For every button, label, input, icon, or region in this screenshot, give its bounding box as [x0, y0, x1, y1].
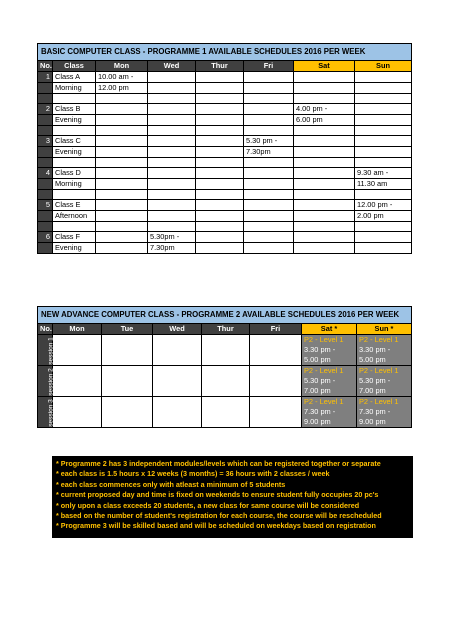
row-number: 1 [38, 72, 53, 83]
session-sat-cell [302, 376, 357, 386]
note-line: * current proposed day and time is fixed on weekends to ensure student fully occupies 20 pc's [56, 490, 379, 500]
cell-mon: 12.00 pm [96, 83, 148, 94]
time-label: 7.30 pm - [304, 407, 336, 416]
header-sat: Sat * [302, 324, 357, 335]
header-sat: Sat [294, 61, 355, 72]
empty-day-cell [102, 335, 153, 366]
cell-thur [196, 115, 244, 126]
empty-day-cell [250, 335, 302, 366]
empty-day-cell [53, 335, 102, 366]
session-sat-cell [302, 386, 357, 397]
cell-sun: 2.00 pm [355, 211, 412, 222]
cell-cls: Morning [53, 179, 96, 190]
spacer-cell [53, 158, 96, 168]
empty-day-cell [102, 366, 153, 397]
spacer-cell [244, 190, 294, 200]
table-row [38, 72, 412, 83]
header-no: No. [38, 61, 53, 72]
row-number [38, 83, 53, 94]
row-number: 5 [38, 200, 53, 211]
spacer-cell [38, 126, 53, 136]
level-label: P2 - Level 1 [304, 335, 344, 344]
cell-sat [294, 243, 355, 254]
table2-title: NEW ADVANCE COMPUTER CLASS - PROGRAMME 2 AVAILABLE SCHEDULES 2016 PER WEEK [38, 307, 412, 324]
cell-thur [196, 232, 244, 243]
spacer-cell [244, 126, 294, 136]
cell-fri [244, 168, 294, 179]
spacer-row [38, 190, 412, 200]
cell-sun: 12.00 pm - [355, 200, 412, 211]
table1-title: BASIC COMPUTER CLASS - PROGRAMME 1 AVAILABLE SCHEDULES 2016 PER WEEK [38, 44, 412, 61]
session-sun-cell [357, 366, 412, 377]
cell-wed: 5.30pm - [148, 232, 196, 243]
empty-day-cell [250, 397, 302, 428]
advance-schedule-table [37, 306, 412, 428]
table-row [38, 243, 412, 254]
spacer-cell [294, 190, 355, 200]
cell-fri: 7.30pm [244, 147, 294, 158]
cell-sat [294, 136, 355, 147]
empty-day-cell [153, 397, 202, 428]
cell-sun [355, 147, 412, 158]
cell-thur [196, 104, 244, 115]
time-label: 7.30 pm - [359, 407, 391, 416]
spacer-cell [294, 222, 355, 232]
cell-thur [196, 72, 244, 83]
cell-fri [244, 179, 294, 190]
cell-sat [294, 232, 355, 243]
cell-thur [196, 200, 244, 211]
cell-fri: 5.30 pm - [244, 136, 294, 147]
session-label-text: session 2 [47, 367, 55, 396]
cell-sat [294, 179, 355, 190]
cell-thur [196, 136, 244, 147]
cell-wed: 7.30pm [148, 243, 196, 254]
cell-thur [196, 211, 244, 222]
cell-mon [96, 232, 148, 243]
cell-sun: 9.30 am - [355, 168, 412, 179]
table-row [38, 232, 412, 243]
table-row [38, 104, 412, 115]
cell-thur [196, 168, 244, 179]
note-line: * Programme 2 has 3 independent modules/levels which can be registered together or separate [56, 459, 381, 468]
level-label: P2 - Level 1 [304, 366, 344, 375]
spacer-cell [96, 190, 148, 200]
session-sat-cell [302, 397, 357, 408]
header-thur: Thur [196, 61, 244, 72]
session-sat-cell [302, 355, 357, 366]
spacer-cell [53, 126, 96, 136]
notes-box [52, 456, 413, 538]
cell-mon [96, 115, 148, 126]
cell-fri [244, 211, 294, 222]
empty-day-cell [53, 397, 102, 428]
empty-day-cell [202, 366, 250, 397]
session-sat-cell [302, 417, 357, 428]
header-mon: Mon [53, 324, 102, 335]
row-number: 6 [38, 232, 53, 243]
cell-cls: Class D [53, 168, 96, 179]
spacer-cell [38, 158, 53, 168]
empty-day-cell [202, 397, 250, 428]
cell-wed [148, 200, 196, 211]
header-thur: Thur [202, 324, 250, 335]
row-number [38, 115, 53, 126]
session-label [38, 335, 53, 366]
spacer-cell [196, 94, 244, 104]
cell-fri [244, 72, 294, 83]
empty-day-cell [53, 366, 102, 397]
note-line: * each class is 1.5 hours x 12 weeks (3 months) = 36 hours with 2 classes / week [56, 469, 330, 479]
level-label: P2 - Level 1 [359, 397, 399, 406]
header-no: No. [38, 324, 53, 335]
spacer-cell [38, 190, 53, 200]
spacer-row [38, 158, 412, 168]
cell-cls: Morning [53, 83, 96, 94]
table-row [38, 115, 412, 126]
cell-mon [96, 243, 148, 254]
cell-cls: Class A [53, 72, 96, 83]
header-class: Class [53, 61, 96, 72]
row-number: 2 [38, 104, 53, 115]
spacer-cell [96, 126, 148, 136]
header-wed: Wed [153, 324, 202, 335]
level-label: P2 - Level 1 [304, 397, 344, 406]
table-row [38, 200, 412, 211]
spacer-cell [53, 222, 96, 232]
time-label: 5.00 pm [304, 355, 331, 364]
session-sun-cell [357, 407, 412, 417]
cell-wed [148, 211, 196, 222]
spacer-cell [148, 94, 196, 104]
time-label: 9.00 pm [304, 417, 331, 426]
spacer-cell [148, 158, 196, 168]
cell-fri [244, 232, 294, 243]
cell-mon [96, 179, 148, 190]
time-label: 5.30 pm - [304, 376, 336, 385]
session-label-text: session 3 [47, 398, 55, 427]
session-sun-cell [357, 417, 412, 428]
cell-thur [196, 243, 244, 254]
empty-day-cell [202, 335, 250, 366]
session-sun-cell [357, 355, 412, 366]
session-label-text: session 1 [47, 336, 55, 365]
spacer-cell [355, 190, 412, 200]
row-number [38, 243, 53, 254]
empty-day-cell [153, 366, 202, 397]
session-sun-cell [357, 376, 412, 386]
header-sun: Sun [355, 61, 412, 72]
cell-cls: Class E [53, 200, 96, 211]
spacer-cell [96, 158, 148, 168]
session-sun-cell [357, 345, 412, 355]
empty-day-cell [153, 335, 202, 366]
cell-cls: Evening [53, 115, 96, 126]
spacer-cell [355, 222, 412, 232]
cell-sun [355, 136, 412, 147]
spacer-row [38, 222, 412, 232]
spacer-cell [196, 190, 244, 200]
spacer-row [38, 94, 412, 104]
session-row [38, 397, 412, 408]
time-label: 3.30 pm - [359, 345, 391, 354]
cell-cls: Evening [53, 243, 96, 254]
level-label: P2 - Level 1 [359, 366, 399, 375]
time-label: 5.30 pm - [359, 376, 391, 385]
spacer-cell [53, 190, 96, 200]
session-sun-cell [357, 386, 412, 397]
cell-wed [148, 115, 196, 126]
empty-day-cell [250, 366, 302, 397]
cell-sun [355, 115, 412, 126]
session-sun-cell [357, 397, 412, 408]
cell-thur [196, 147, 244, 158]
header-sun: Sun * [357, 324, 412, 335]
spacer-cell [53, 94, 96, 104]
table-row [38, 83, 412, 94]
row-number [38, 147, 53, 158]
spacer-cell [355, 94, 412, 104]
cell-mon [96, 200, 148, 211]
cell-fri [244, 200, 294, 211]
session-label [38, 366, 53, 397]
cell-sun [355, 83, 412, 94]
spacer-cell [196, 158, 244, 168]
spacer-cell [148, 126, 196, 136]
note-line: * only upon a class exceeds 20 students, a new class for same course will be considered [56, 500, 360, 510]
spacer-cell [148, 190, 196, 200]
spacer-cell [355, 126, 412, 136]
cell-fri [244, 243, 294, 254]
cell-mon [96, 147, 148, 158]
time-label: 7.00 pm [359, 386, 386, 395]
cell-wed [148, 136, 196, 147]
cell-fri [244, 104, 294, 115]
cell-sat [294, 147, 355, 158]
level-label: P2 - Level 1 [359, 335, 399, 344]
table-row [38, 211, 412, 222]
time-label: 5.00 pm [359, 355, 386, 364]
cell-wed [148, 83, 196, 94]
spacer-cell [294, 94, 355, 104]
session-row [38, 335, 412, 346]
cell-sat: 6.00 pm [294, 115, 355, 126]
note-line: * based on the number of student's registration for each course, the course will be rescheduled [56, 510, 382, 520]
cell-mon [96, 104, 148, 115]
row-number: 3 [38, 136, 53, 147]
spacer-cell [244, 94, 294, 104]
cell-wed [148, 104, 196, 115]
session-sat-cell [302, 407, 357, 417]
cell-sun [355, 104, 412, 115]
cell-sat [294, 200, 355, 211]
basic-schedule-table [37, 43, 412, 254]
spacer-cell [294, 158, 355, 168]
spacer-cell [355, 158, 412, 168]
header-fri: Fri [250, 324, 302, 335]
spacer-cell [148, 222, 196, 232]
cell-sat [294, 72, 355, 83]
time-label: 9.00 pm [359, 417, 386, 426]
session-sun-cell [357, 335, 412, 346]
note-line: * each class commences only with atleast a minimum of 5 students [56, 479, 286, 489]
cell-wed [148, 179, 196, 190]
spacer-cell [244, 222, 294, 232]
spacer-cell [96, 222, 148, 232]
table-row [38, 179, 412, 190]
spacer-cell [196, 126, 244, 136]
time-label: 7.00 pm [304, 386, 331, 395]
cell-sun: 11.30 am [355, 179, 412, 190]
cell-cls: Class B [53, 104, 96, 115]
cell-thur [196, 179, 244, 190]
row-number: 4 [38, 168, 53, 179]
cell-sat [294, 168, 355, 179]
spacer-cell [38, 94, 53, 104]
cell-sun [355, 232, 412, 243]
spacer-cell [38, 222, 53, 232]
row-number [38, 211, 53, 222]
header-tue: Tue [102, 324, 153, 335]
table-row [38, 147, 412, 158]
spacer-cell [244, 158, 294, 168]
cell-mon [96, 211, 148, 222]
cell-sat: 4.00 pm - [294, 104, 355, 115]
cell-mon [96, 136, 148, 147]
session-label [38, 397, 53, 428]
cell-fri [244, 83, 294, 94]
table-row [38, 136, 412, 147]
cell-wed [148, 168, 196, 179]
cell-thur [196, 83, 244, 94]
spacer-cell [294, 126, 355, 136]
cell-cls: Class F [53, 232, 96, 243]
header-fri: Fri [244, 61, 294, 72]
cell-sat [294, 211, 355, 222]
cell-cls: Afternoon [53, 211, 96, 222]
cell-cls: Class C [53, 136, 96, 147]
cell-mon [96, 168, 148, 179]
cell-mon: 10.00 am - [96, 72, 148, 83]
note-line: * Programme 3 will be skilled based and will be scheduled on weekdays based on registration [56, 521, 376, 531]
spacer-cell [96, 94, 148, 104]
session-row [38, 366, 412, 377]
cell-wed [148, 147, 196, 158]
cell-cls: Evening [53, 147, 96, 158]
time-label: 3.30 pm - [304, 345, 336, 354]
spacer-cell [196, 222, 244, 232]
row-number [38, 179, 53, 190]
header-mon: Mon [96, 61, 148, 72]
cell-wed [148, 72, 196, 83]
cell-sat [294, 83, 355, 94]
spacer-row [38, 126, 412, 136]
table-row [38, 168, 412, 179]
cell-sun [355, 72, 412, 83]
cell-sun [355, 243, 412, 254]
empty-day-cell [102, 397, 153, 428]
session-sat-cell [302, 335, 357, 346]
header-wed: Wed [148, 61, 196, 72]
cell-fri [244, 115, 294, 126]
session-sat-cell [302, 345, 357, 355]
session-sat-cell [302, 366, 357, 377]
